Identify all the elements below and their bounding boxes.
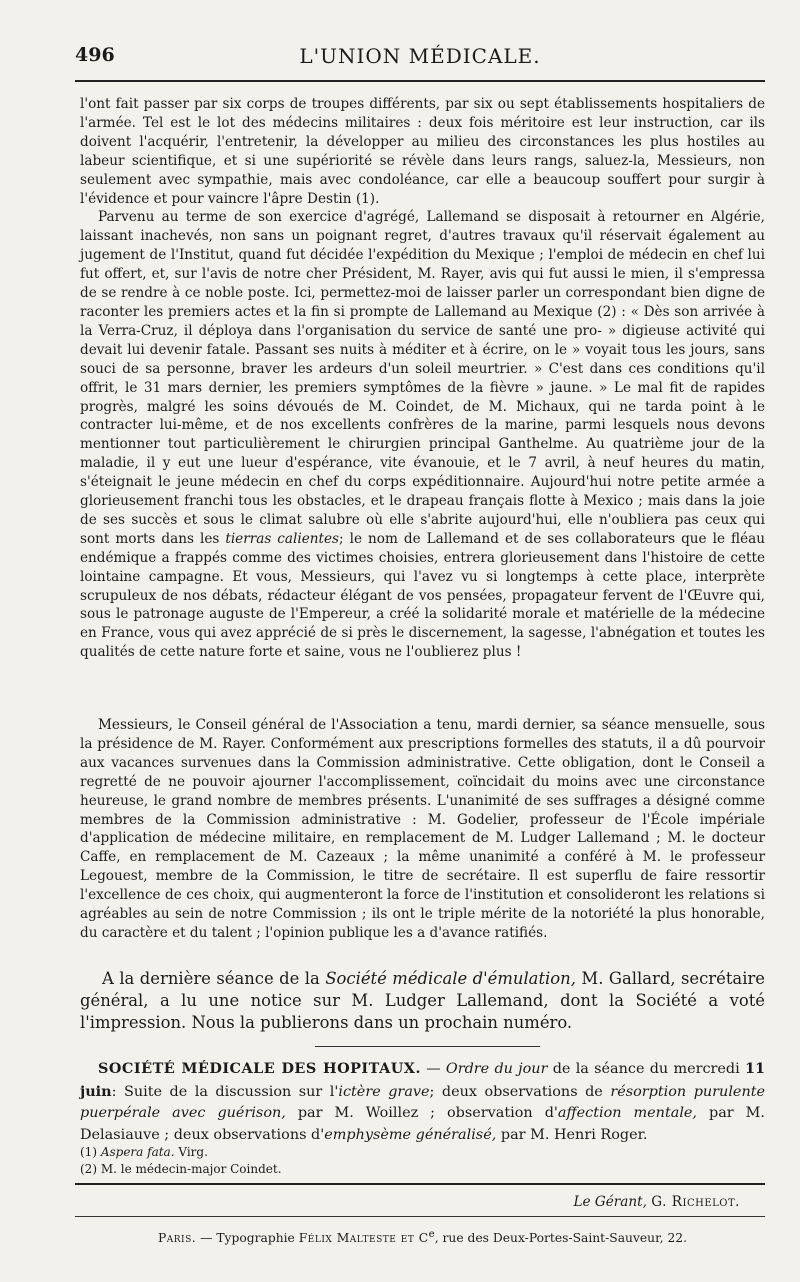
page-number: 496 (75, 44, 115, 66)
hospitals-dash: — (426, 1061, 441, 1077)
emulation-notice (80, 968, 765, 1034)
imprint-text-a: Typographie (216, 1231, 295, 1246)
page-header (75, 44, 765, 74)
eulogy-text-b: ; le nom de Lallemand et de ses collaborateurs que le fléau endémique a frappés comme des victimes choisies, entrera glorieusement dans l'histoire de cette lointaine campagne. Et vous, Messieurs, qui l'avez vu si longtemps à cette place, interprète scrupuleux de nos débats, rédacteur élégant de vos pensées, propagateur fervent de l'Œuvre qui, sous le patronage auguste de l'Empereur, a créé la solidarité morale et matérielle de la médecine en France, vous qui avez apprécié de si près le discernement, la sagesse, l'abnégation et toutes les qualités de cette nature forte et saine, vous ne l'oublierez plus ! (80, 530, 765, 661)
signature-name: G. Richelot. (651, 1194, 740, 1210)
signature (574, 1194, 741, 1210)
emulation-society-name: Société médicale d'émulation, (325, 969, 576, 988)
imprint-city: Paris. (157, 1231, 197, 1246)
imprint-superscript: e (428, 1228, 435, 1240)
footnote-1-source: Virg. (178, 1145, 208, 1159)
footnotes (80, 1144, 765, 1177)
seance-date: 11 juin (80, 1060, 766, 1100)
footnote-2: (2) M. le médecin-major Coindet. (80, 1161, 282, 1176)
imprint-rule (75, 1216, 765, 1217)
topic-resorption: résorption purulente puerpérale avec guérison, (80, 1083, 766, 1121)
eulogy-paragraph-2 (80, 208, 765, 662)
eulogy-paragraph-1: l'ont fait passer par six corps de troupes différents, par six ou sept établissements hospitaliers de l'armée. Tel est le lot des médecins militaires : deux fois méritoire est leur instruction, car ils doivent l'acquérir, l'entretenir, la développer au milieu des circonstances les plus hostiles au labeur scientifique, et si une supériorité se révèle dans leurs rangs, saluez-la, Messieurs, non seulement avec sympathie, mais avec condoléance, car elle a beaucoup souffert pour surgir à l'évidence et pour vaincre l'âpre Destin (1). (80, 96, 765, 207)
imprint-dash: — (200, 1231, 213, 1246)
hospitals-paragraph (80, 1058, 765, 1146)
topic-affection: affection mentale, (557, 1105, 698, 1121)
hospitals-text-5: par M. Henri Roger. (500, 1126, 648, 1143)
header-rule (75, 80, 765, 82)
imprint (80, 1228, 765, 1245)
seance-text: de la séance du mercredi (552, 1061, 740, 1077)
signature-rule (75, 1183, 765, 1185)
eulogy-section (80, 95, 765, 662)
imprint-printer: Félix Maltest (298, 1231, 390, 1246)
imprint-address: , rue des Deux-Portes-Saint-Sauveur, 22. (434, 1231, 688, 1246)
council-paragraph: Messieurs, le Conseil général de l'Association a tenu, mardi dernier, sa séance mensuelle, sous la présidence de M. Rayer. Conformément aux prescriptions formelles des statuts, il a dû pourvoir aux vacances survenues dans la Commission administrative. Cette obligation, dont le Conseil a regretté de ne pouvoir ajourner l'accomplissement, coïncidait du moins avec une circonstance heureuse, le grand nombre de membres présents. L'unanimité de ses suffrages a désigné comme membres de la Commission administrative : M. Godelier, professeur de l'École impériale d'application de médecine militaire, en remplacement de M. Ludger Lallemand ; M. le docteur Caffe, en remplacement de M. Cazeaux ; la même unanimité a conféré à M. le professeur Legouest, membre de la Commission, le titre de secrétaire. Il est superflu de faire ressortir l'excellence de ces choix, qui augmenteront la force de l'institution et consolideront les relations si agréables au sein de notre Commission ; ils ont le triple mérite de la notoriété la plus honorable, du caractère et du talent ; l'opinion publique les a d'avance ratifiés. (80, 717, 765, 941)
eulogy-italic-phrase: tierras calientes (225, 530, 340, 547)
emulation-text-a: A la dernière séance de la (102, 969, 320, 988)
emulation-text-b: M. Gallard, secrétaire général, a lu une notice sur M. Ludger Lallemand, dont la Société a voté l'impression. Nous la publierons dans un prochain numéro. (80, 969, 765, 1032)
running-title: L'UNION MÉDICALE. (299, 44, 541, 68)
footnote-1-quote: Aspera fata. (100, 1145, 175, 1159)
topic-emphyseme: emphysème généralisé, (324, 1126, 497, 1143)
signature-label: Le Gérant, (573, 1194, 647, 1210)
hospitals-text-2: ; deux observations de (429, 1083, 603, 1100)
topic-ictere: ictère grave (338, 1083, 430, 1100)
section-divider (315, 1046, 540, 1047)
hospitals-text-3: par M. Woillez ; observation d' (297, 1105, 558, 1121)
hospitals-text-1: : Suite de la discussion sur l' (111, 1083, 339, 1100)
hospitals-notice (80, 1058, 765, 1146)
council-section (80, 716, 765, 943)
footnote-1-marker: (1) (80, 1145, 97, 1159)
order-of-day: Ordre du jour (445, 1061, 548, 1077)
hospitals-text-4: par M. Delasiauve ; deux observations d' (80, 1105, 765, 1143)
footnote-1 (80, 1144, 765, 1161)
emulation-paragraph (80, 968, 765, 1034)
eulogy-text-a: Parvenu au terme de son exercice d'agrégé, Lallemand se disposait à retourner en Algérie, laissant inachevés, non sans un poignant regret, d'autres travaux qu'il réservait également au jugement de l'Institut, quand fut décidée l'expédition du Mexique ; l'emploi de médecin en chef lui fut offert, et, sur l'avis de notre cher Président, M. Rayer, avis qui fut aussi le mien, il s'empressa de se rendre à ce noble poste. Ici, permettez-moi de laisser parler un correspondant bien digne de raconter les premiers actes et la fin si prompte de Lallemand au Mexique (2) : « Dès son arrivée à la Verra-Cruz, il déploya dans l'organisation du service de santé une pro- » digieuse activité qui devait lui devenir fatale. Passant ses nuits à méditer et à écrire, on le » voyait tous les jours, sans souci de sa personne, braver les ardeurs d'un soleil meurtrier. » C'est dans ces conditions qu'il offrit, le 31 mars dernier, les premiers symptômes de la fièvre » jaune. » Le mal fit de rapides progrès, malgré les soins dévoués de M. Coindet, de M. Michaux, qui ne tarda point à le contracter lui-même, et de nos excellents confrères de la marine, parmi lesquels nous devons mentionner tout particulièrement le chirurgien principal Ganthelme. Au quatrième jour de la maladie, il y eut une lueur d'espérance, vite évanouie, et le 7 avril, à neuf heures du matin, s'éteignait le jeune médecin en chef du corps expéditionnaire. Aujourd'hui notre petite armée a glorieusement franchi tous les obstacles, et le drapeau français flotte à Mexico ; mais dans la joie de ses succès et sous le climat salubre où elle s'abrite aujourd'hui, elle n'oubliera pas ceux qui sont morts dans les (80, 209, 765, 547)
imprint-text-b: e et C (389, 1231, 429, 1246)
hospitals-society-name: SOCIÉTÉ MÉDICALE DES HOPITAUX. (98, 1060, 421, 1077)
